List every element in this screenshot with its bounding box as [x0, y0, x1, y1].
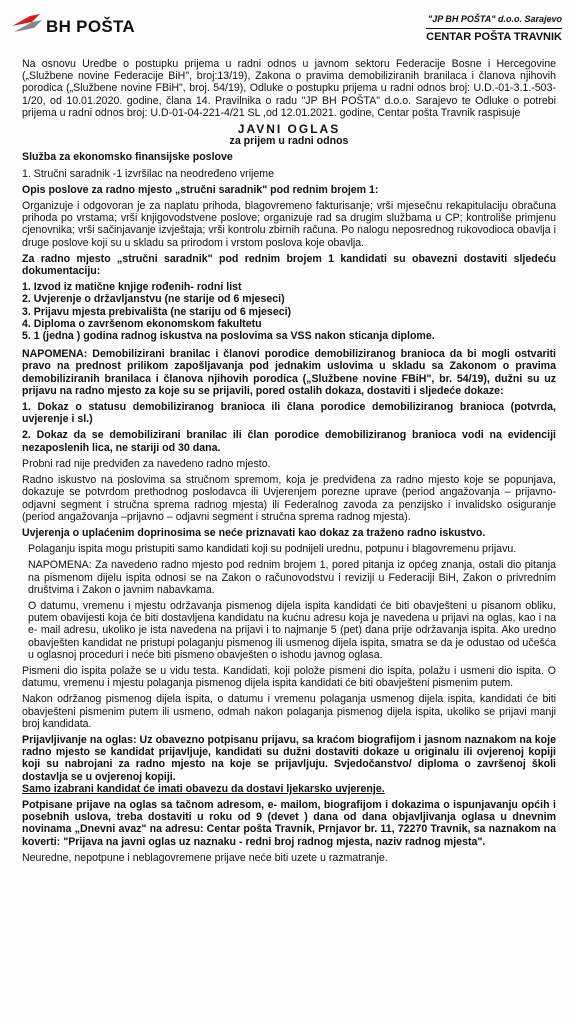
list-item: 4. Diploma o završenom ekonomskom fakultetu — [22, 317, 262, 330]
list-item: 2. Uvjerenje o državljanstvu (ne starije od 6 mjeseci) — [22, 293, 285, 306]
logo — [10, 8, 160, 48]
docs-list — [22, 281, 556, 342]
contributions-text: Uvjerenja o uplaćenim doprinosima se neće priznavati kao dokaz za traženo radno iskustvo. — [22, 526, 486, 539]
exam-parts-text: Pismeni dio ispita polaže se u vidu testa. Kandidati, koji polože pismeni dio ispita, polažu i usmeni dio ispita. O datumu, vremenu i mjestu polaganja pismenog dijela ispita kandidati će biti obavješteni pismenim putem. — [22, 664, 556, 690]
intro-paragraph: Na osnovu Uredbe o postupku prijema u radni odnos u javnom sektoru Federacije Bosne i Hercegovine („Službene novine Federacije BiH", broj:13/19), Zakona o pravima demobiliziranih branilaca i članova njihovih porodica („Službene novine FBiH", broj. 54/19), Odluke o postupku prijema u radni odnos broj: U.D.-01-3.1.-503-1/20, od 10.01.2020. godine, člana 14. Pravilnika o radu "JP BH POŠTA" d.o.o. Sarajevo te Odluke o potrebi prijema u radni odnos broj: U.D-01-04-221-4/21 SL ,od 12.01.2021. godine, Centar pošta Travnik raspisuje — [22, 58, 556, 119]
notice-body — [22, 58, 556, 868]
logo-text: BH POŠTA — [46, 17, 135, 36]
apply-text: Prijavljivanje na oglas: Uz obavezno potpisanu prijavu, sa kraćom biografijom i jasnom naznakom na koje radno mjesto se kandidat prijavljuje, kandidati su dužni dostaviti dokaze u originalu ili ovjerenoj kopiji koji su nabrojani za radno mjesto na koje se prijavljuju. Svjedočanstvo/ diploma o završenoj školi dostavlja se u ovjerenoj kopiji. — [22, 733, 556, 783]
notice-subtitle: za prijem u radni odnos — [229, 135, 349, 148]
header — [0, 0, 576, 52]
center-name: CENTAR POŠTA TRAVNIK — [426, 28, 562, 43]
note-veterans: NAPOMENA: Demobilizirani branilac i članovi porodice demobiliziranog branioca da bi mogli ostvariti pravo na prednost prilikom zapošljavanja pod jednakim uslovima u skladu sa Zakonom o pravima demobiliziranih branilaca i članova njihovih porodica („Službene novine FBiH", br. 54/19), dužni su uz prijavu na radno mjesto za koje su se prijavili, pored ostalih dokaza, dostaviti i sljedeće dokaze: — [22, 348, 556, 397]
list-item: 1. Izvod iz matične knjige rođenih- rodni list — [22, 281, 242, 294]
duties-text: Organizuje i odgovoran je za naplatu prihoda, blagovremeno fakturisanje; vrši mjesečnu rekapitulaciju obračuna prihoda po vrstama; vrši knjigovodstvene poslove; organizuje rad sa drugim službama u CP; kontroliše primjenu cjenovnika; vrši sačinjavanje izvještaja; vrši kontrolu zbirnih računa. Po nalogu neposrednog rukovodioca obavlja i druge poslove koji su u skladu sa prirodom i vrstom poslova koje obavlja. — [22, 200, 556, 249]
oral-notice-text: Nakon održanog pismenog dijela ispita, o datumu i vremenu polaganja usmenog dijela ispita, kandidati će biti obavješteni pismenim putem ili usmeno, odmah nakon polaganja pismenog dijela ispita, ukoliko se prijavi manji broj kandidata. — [22, 693, 556, 730]
list-item: 3. Prijavu mjesta prebivališta (ne stariju od 6 mjeseci) — [22, 305, 292, 318]
exam-access-text: Polaganju ispita mogu pristupiti samo kandidati koji su podnijeli urednu, potpunu i blagovremenu prijavu. — [28, 543, 517, 556]
post-logo-icon — [10, 10, 44, 40]
notice-title: JAVNI OGLAS — [237, 122, 341, 137]
duties-heading: Opis poslove za radno mjesto „stručni saradnik" pod rednim brojem 1: — [22, 183, 379, 196]
closing-text: Neuredne, nepotpune i neblagovremene prijave neće biti uzete u razmatranje. — [22, 851, 388, 864]
proof-status: 1. Dokaz o statusu demobiliziranog branioca ili člana porodice demobiliziranog branioca (potvrda, uvjerenje i sl.) — [22, 401, 556, 426]
position: 1. Stručni saradnik -1 izvršilac na neodređeno vrijeme — [22, 167, 275, 180]
docs-heading: Za radno mjesto „stručni saradnik" pod rednim brojem 1 kandidati su obavezni dostaviti sljedeću dokumentaciju: — [22, 252, 556, 278]
service-name: Služba za ekonomsko finansijske poslove — [22, 151, 233, 164]
list-item: 5. 1 (jedna ) godina radnog iskustva na poslovima sa VSS nakon sticanja diplome. — [22, 330, 435, 343]
company-name: "JP BH POŠTA" d.o.o. Sarajevo — [427, 14, 562, 24]
proof-unemployed: 2. Dokaz da se demobilizirani branilac ili član porodice demobiliziranog branioca vodi na evidenciji nezaposlenih lica, ne stariji od 30 dana. — [22, 429, 556, 454]
exam-notice-text: O datumu, vremenu i mjestu održavanja pismenog dijela ispita kandidati će biti obavješteni u pisanom obliku, putem obavijesti koja će biti dostavljena kandidatu na kućnu adresu koja je navedena u prijavi na oglas, kao i na e- mail adresu, ukoliko je ista navedena na prijavi i to najmanje 5 (pet) dana prije održavanja ispita. Ako uredno obavješten kandidat ne pristupi polaganju pismenog ili usmenog dijela ispita, smatra se da je odustao od učešća u oglasnoj proceduri i neće biti pismeno obavješten o ishodu javnog oglasa. — [28, 599, 556, 661]
probation-text: Probni rad nije predviđen za navedeno radno mjesto. — [22, 457, 271, 470]
note-exam: NAPOMENA: Za navedeno radno mjesto pod rednim brojem 1, pored pitanja iz općeg znanja, ostali dio pitanja na pismenom dijelu ispita odnosi se na Zakon o računovodstvu i reviziji u Federaciji BiH, Zakon o privrednim društvima i Zakon o javnim nabavkama. — [28, 559, 556, 596]
experience-text: Radno iskustvo na poslovima sa stručnom spremom, koja je predviđena za radno mjesto koje se popunjava, dokazuje se potvrdom prethodnog poslodavca ili Uvjerenjem porezne uprave (period angažovanja – prijavno-odjavni segment i stručna sprema radnog mjesta) ili Federalnog zavoda za penzijsko i invalidsko osiguranje (period angažovanja –prijavno – odjavni segment i stručna sprema radnog mjesta). — [22, 474, 556, 523]
submit-text: Potpisane prijave na oglas sa tačnom adresom, e- mailom, biografijom i dokazima o ispunjavanju općih i posebnih uslova, treba dostaviti u roku od 9 (devet ) dana od dana objavljivanja oglasa u dnevnim novinama „Dnevni avaz" na adresu: Centar pošta Travnik, Prnjavor br. 11, 72270 Travnik, sa naznakom na koverti: "Prijava na javni oglas uz naznaku - redni broj radnog mjesta, naziv radnog mjesta". — [22, 798, 556, 848]
medical-text: Samo izabrani kandidat će imati obavezu da dostavi ljekarsko uvjerenje. — [22, 782, 385, 795]
